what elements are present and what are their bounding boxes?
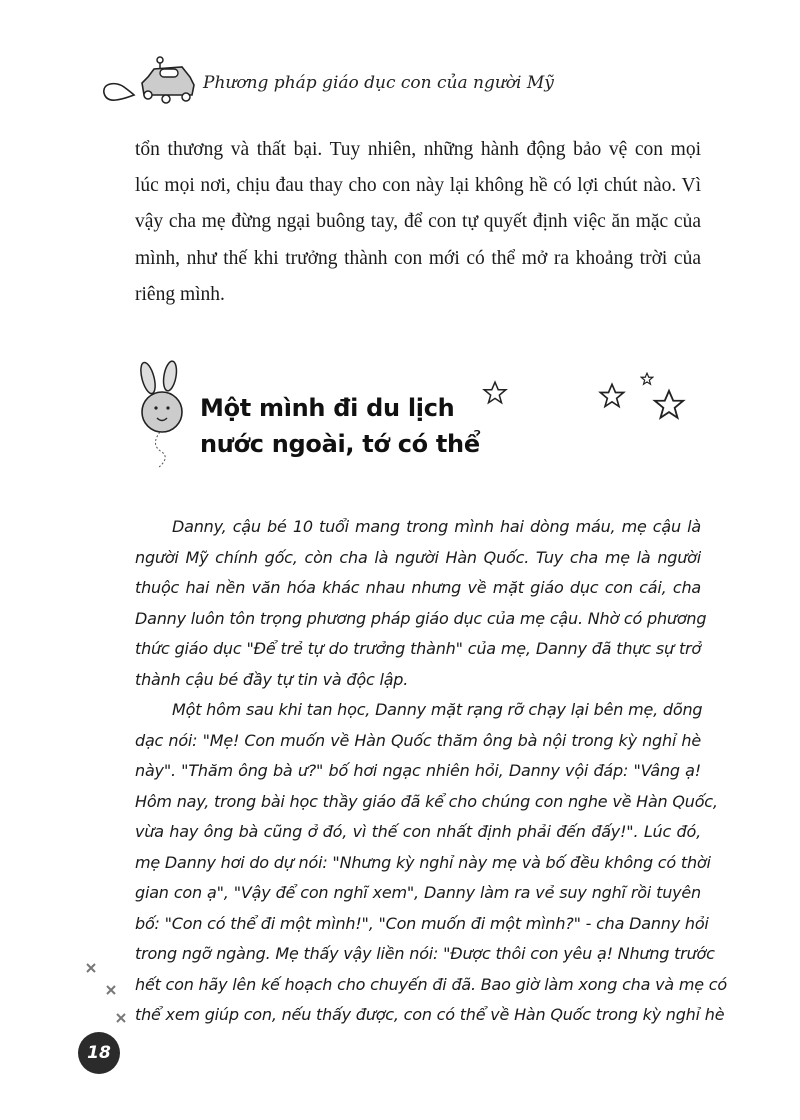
text-line: thuộc hai nền văn hóa khác nhau nhưng về mặt giáo dục con cái, cha <box>135 578 701 597</box>
text-line: gian con ạ", "Vậy để con nghĩ xem", Danny làm ra vẻ suy nghĩ rồi tuyên <box>135 883 701 902</box>
text-line: Một hôm sau khi tan học, Danny mặt rạng rỡ chạy lại bên mẹ, dõng <box>172 700 703 719</box>
text-line: bố: "Con có thể đi một mình!", "Con muốn đi một mình?" - cha Danny hỏi <box>135 913 709 933</box>
cross-stitch-icon <box>105 984 117 996</box>
section-title <box>200 390 480 462</box>
text-line: lúc mọi nơi, chịu đau thay cho con này lại không hề có lợi chút nào. Vì <box>135 175 701 197</box>
running-title: Phương pháp giáo dục con của người Mỹ <box>203 73 554 93</box>
bunny-balloon-icon <box>130 360 200 470</box>
text-line: vừa hay ông bà cũng ở đó, vì thế con nhất định phải đến đấy!". Lúc đó, <box>135 822 701 841</box>
section-title-line: Một mình đi du lịch <box>200 394 455 422</box>
section-heading <box>130 360 700 470</box>
text-line: thức giáo dục "Để trẻ tự do trưởng thành" của mẹ, Danny đã thực sự trở <box>135 639 701 658</box>
text-line: mẹ Danny hơi do dự nói: "Nhưng kỳ nghỉ này mẹ và bố đều không có thời <box>135 852 711 872</box>
text-line: người Mỹ chính gốc, còn cha là người Hàn Quốc. Tuy cha mẹ là người <box>135 547 701 567</box>
star-icon <box>482 380 508 406</box>
text-line: tổn thương và thất bại. Tuy nhiên, những hành động bảo vệ con mọi <box>135 139 701 160</box>
text-line: thể xem giúp con, nếu thấy được, con có thể về Hàn Quốc trong kỳ nghỉ hè <box>135 1005 725 1024</box>
text-line: vậy cha mẹ đừng ngại buông tay, để con tự quyết định việc ăn mặc của <box>135 211 701 233</box>
star-icon <box>598 382 626 410</box>
cross-stitch-icon <box>115 1012 127 1024</box>
toy-car-icon <box>138 55 200 105</box>
speech-bubble-icon <box>100 75 136 105</box>
star-icon <box>640 372 654 386</box>
text-line: dạc nói: "Mẹ! Con muốn về Hàn Quốc thăm ông bà nội trong kỳ nghỉ hè <box>135 730 701 750</box>
text-line: hết con hãy lên kế hoạch cho chuyến đi đã. Bao giờ làm xong cha và mẹ có <box>135 974 727 994</box>
star-icon <box>652 388 686 422</box>
text-line: riêng mình. <box>135 283 225 305</box>
text-line: mình, như thế khi trưởng thành con mới có thể mở ra khoảng trời của <box>135 247 701 269</box>
cross-stitch-icon <box>85 962 97 974</box>
text-line: thành cậu bé đầy tự tin và độc lập. <box>135 669 409 689</box>
text-line: Hôm nay, trong bài học thầy giáo đã kể cho chúng con nghe về Hàn Quốc, <box>135 791 718 811</box>
section-title-line: nước ngoài, tớ có thể <box>200 430 480 458</box>
text-line: Danny, cậu bé 10 tuổi mang trong mình hai dòng máu, mẹ cậu là <box>172 517 701 536</box>
body-text <box>135 512 727 1031</box>
intro-paragraph <box>135 132 701 313</box>
page-number: 18 <box>78 1032 120 1074</box>
text-line: Danny luôn tôn trọng phương pháp giáo dục của mẹ cậu. Nhờ có phương <box>135 608 707 628</box>
text-line: này". "Thăm ông bà ư?" bố hơi ngạc nhiên hỏi, Danny vội đáp: "Vâng ạ! <box>135 761 701 780</box>
running-header <box>100 55 700 105</box>
text-line: trong ngỡ ngàng. Mẹ thấy vậy liền nói: "Được thôi con yêu ạ! Nhưng trước <box>135 944 715 963</box>
